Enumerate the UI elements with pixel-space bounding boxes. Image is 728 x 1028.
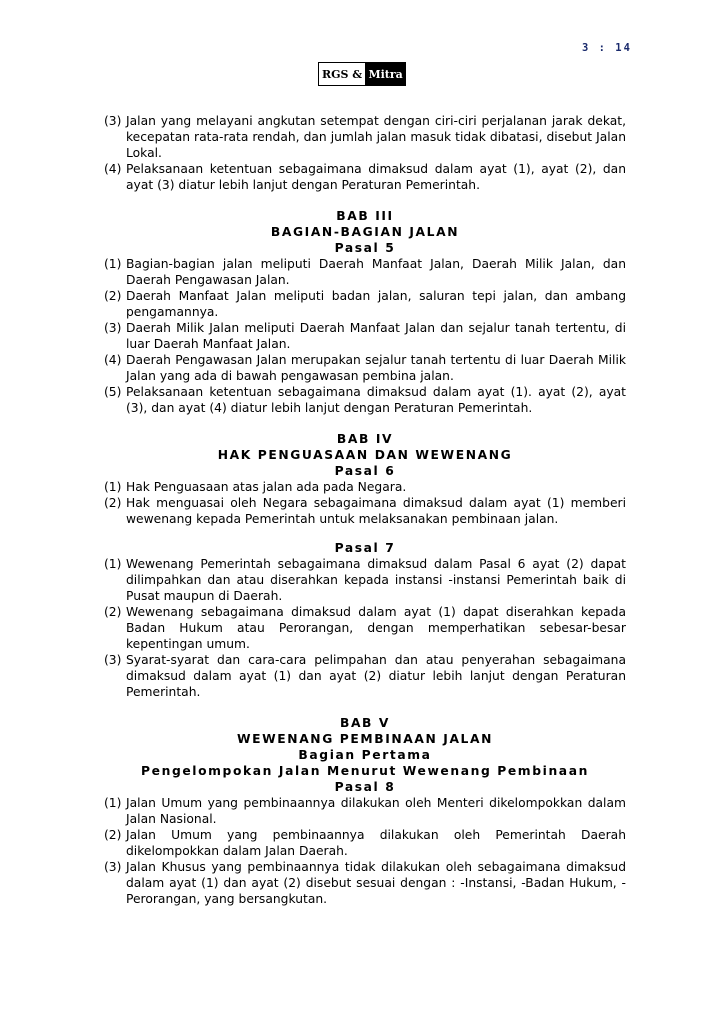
list-item: (1) Wewenang Pemerintah sebagaimana dimaksud dalam Pasal 6 ayat (2) dapat dilimpahkan dan atau diserahkan kepada instansi -instansi Pemerintah baik di Pusat maupun di Daerah.: [104, 557, 626, 603]
page-number: 3 : 14: [582, 42, 632, 54]
chapter-number: BAB IV: [336, 432, 394, 446]
article-heading: Pasal 8: [334, 780, 396, 794]
list-item: (3) Jalan Khusus yang pembinaannya tidak dilakukan oleh sebagaimana dimaksud dalam ayat (1) dan ayat (2) disebut sesuai dengan : -Instansi, -Badan Hukum, -Perorangan, yang bersangkutan.: [104, 860, 626, 906]
list-item: (2) Daerah Manfaat Jalan meliputi badan jalan, saluran tepi jalan, dan ambang pengamannya.: [104, 289, 626, 319]
list-item: (4) Daerah Pengawasan Jalan merupakan sejalur tanah tertentu di luar Daerah Milik Jalan yang ada di bawah pengawasan pembina jalan.: [104, 353, 626, 383]
logo-right-text: Mitra: [365, 63, 405, 85]
list-item: (1) Jalan Umum yang pembinaannya dilakukan oleh Menteri dikelompokkan dalam Jalan Nasional.: [104, 796, 626, 826]
chapter-number: BAB III: [336, 209, 394, 223]
rgs-mitra-logo: [318, 62, 406, 86]
list-item: (3) Jalan yang melayani angkutan setempat dengan ciri-ciri perjalanan jarak dekat, kecepatan rata-rata rendah, dan jumlah jalan masuk tidak dibatasi, disebut Jalan Lokal.: [104, 114, 626, 160]
list-item: (1) Bagian-bagian jalan meliputi Daerah Manfaat Jalan, Daerah Milik Jalan, dan Daerah Pengawasan Jalan.: [104, 257, 626, 287]
chapter-title: WEWENANG PEMBINAAN JALAN: [236, 732, 494, 746]
list-item: (4) Pelaksanaan ketentuan sebagaimana dimaksud dalam ayat (1), ayat (2), dan ayat (3) diatur lebih lanjut dengan Peraturan Pemerintah.: [104, 162, 626, 192]
article-heading: Pasal 6: [334, 464, 396, 478]
article-heading: Pasal 5: [334, 241, 396, 255]
chapter-number: BAB V: [339, 716, 391, 730]
chapter-title: BAGIAN-BAGIAN JALAN: [270, 225, 460, 239]
list-item: (2) Jalan Umum yang pembinaannya dilakukan oleh Pemerintah Daerah dikelompokkan dalam Jalan Daerah.: [104, 828, 626, 858]
document-body: [104, 113, 626, 907]
list-item: (5) Pelaksanaan ketentuan sebagaimana dimaksud dalam ayat (1). ayat (2), ayat (3), dan ayat (4) diatur lebih lanjut dengan Peraturan Pemerintah.: [104, 385, 626, 415]
article-heading: Pasal 7: [334, 541, 396, 555]
list-item: (2) Hak menguasai oleh Negara sebagaimana dimaksud dalam ayat (1) memberi wewenang kepada Pemerintah untuk melaksanakan pembinaan jalan.: [104, 496, 626, 526]
list-item: (1) Hak Penguasaan atas jalan ada pada Negara.: [104, 480, 407, 494]
chapter-title: HAK PENGUASAAN DAN WEWENANG: [217, 448, 513, 462]
list-item: (3) Syarat-syarat dan cara-cara pelimpahan dan atau penyerahan sebagaimana dimaksud dalam ayat (1) dan ayat (2) diatur lebih lanjut dengan Peraturan Pemerintah.: [104, 653, 626, 699]
part-subtitle: Pengelompokan Jalan Menurut Wewenang Pembinaan: [141, 764, 589, 778]
part-heading: Bagian Pertama: [298, 748, 432, 762]
logo-left-text: RGS &: [322, 67, 363, 81]
list-item: (3) Daerah Milik Jalan meliputi Daerah Manfaat Jalan dan sejalur tanah tertentu, di luar Daerah Manfaat Jalan.: [104, 321, 626, 351]
list-item: (2) Wewenang sebagaimana dimaksud dalam ayat (1) dapat diserahkan kepada Badan Hukum atau Perorangan, dengan memperhatikan sebesar-besar kepentingan umum.: [104, 605, 626, 651]
